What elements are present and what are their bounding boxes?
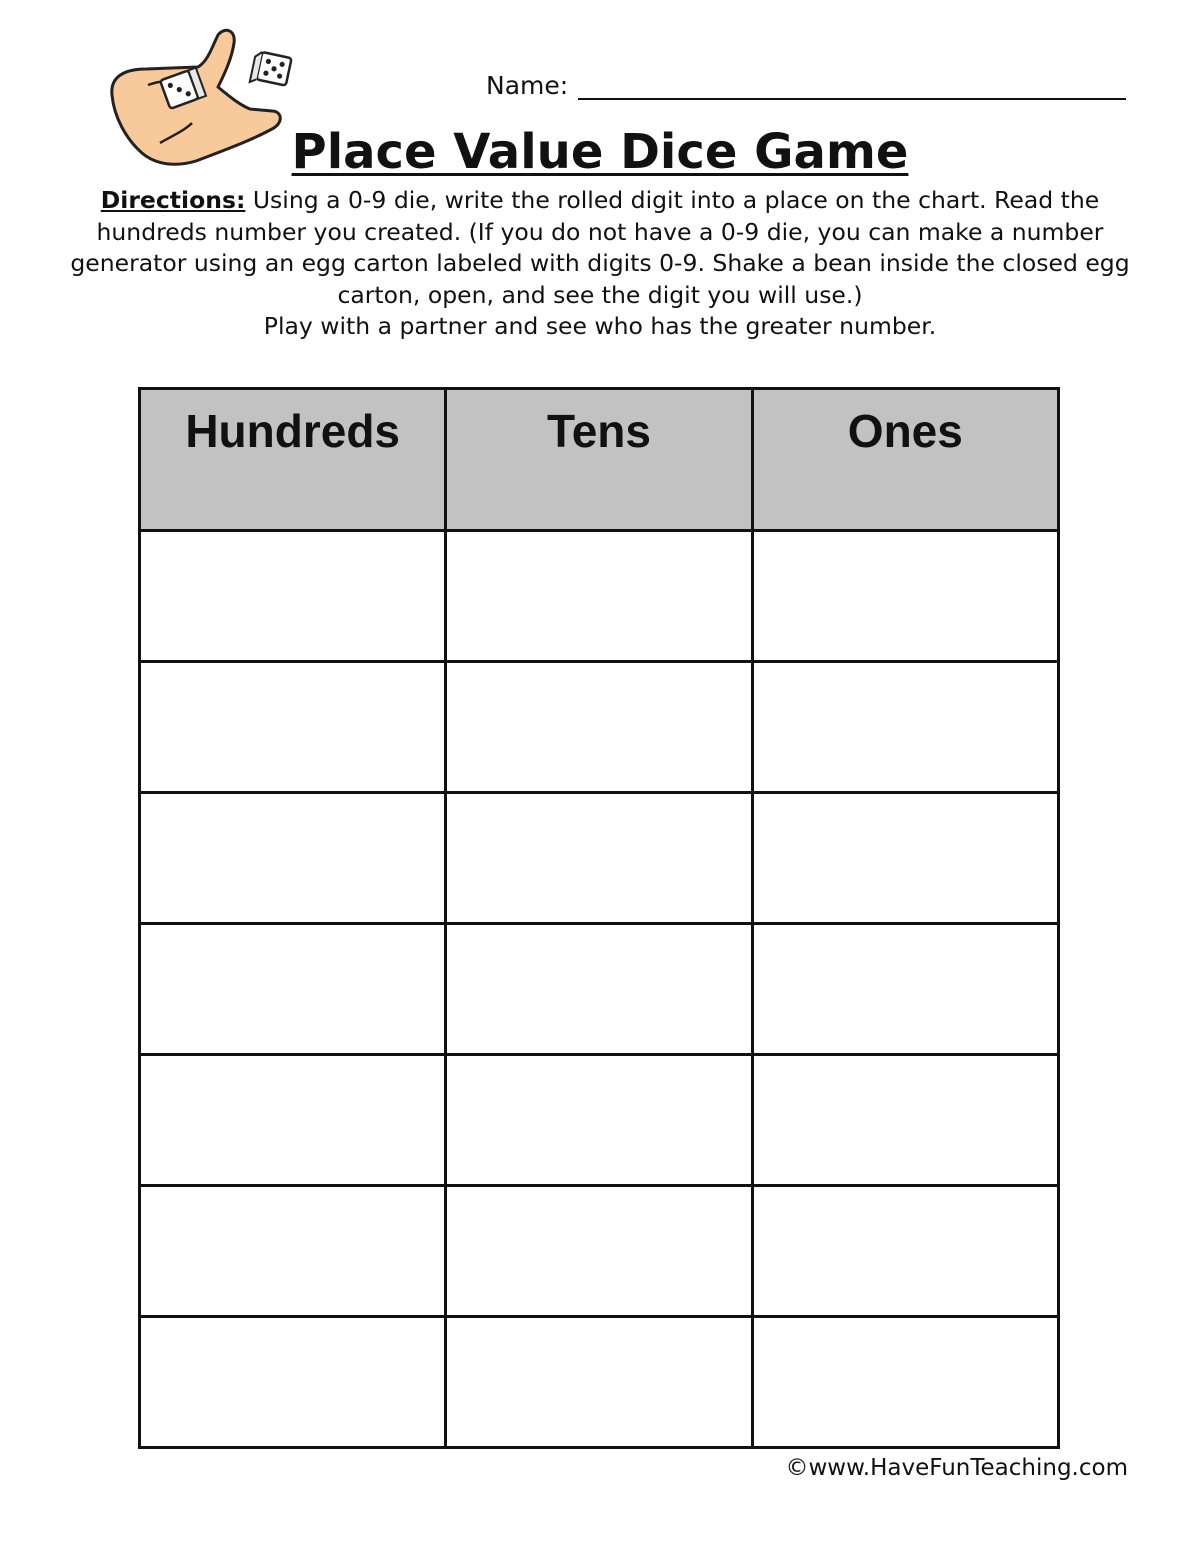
answer-cell-ones[interactable] (752, 924, 1058, 1055)
answer-cell-ones[interactable] (752, 793, 1058, 924)
column-header-ones: Ones (752, 389, 1058, 531)
page-title-text: Place Value Dice Game (291, 124, 909, 180)
answer-cell-tens[interactable] (446, 793, 752, 924)
answer-cell-hundreds[interactable] (140, 1317, 446, 1448)
answer-cell-tens[interactable] (446, 1317, 752, 1448)
answer-cell-ones[interactable] (752, 531, 1058, 662)
name-blank-line[interactable] (578, 70, 1126, 100)
table-row (140, 531, 1059, 662)
answer-cell-ones[interactable] (752, 1186, 1058, 1317)
answer-cell-tens[interactable] (446, 531, 752, 662)
answer-cell-ones[interactable] (752, 662, 1058, 793)
copyright-footer: ©www.HaveFunTeaching.com (785, 1455, 1128, 1481)
name-label: Name: (486, 71, 569, 100)
place-value-chart (138, 387, 1060, 1449)
answer-cell-hundreds[interactable] (140, 793, 446, 924)
chart-header-row (140, 389, 1059, 531)
answer-cell-hundreds[interactable] (140, 1186, 446, 1317)
name-field[interactable] (486, 70, 1126, 100)
answer-cell-ones[interactable] (752, 1317, 1058, 1448)
answer-cell-hundreds[interactable] (140, 662, 446, 793)
answer-cell-tens[interactable] (446, 662, 752, 793)
page-title (0, 122, 1200, 182)
chart-body (140, 531, 1059, 1448)
directions-label: Directions: (100, 186, 246, 214)
table-row (140, 1055, 1059, 1186)
answer-cell-tens[interactable] (446, 924, 752, 1055)
answer-cell-hundreds[interactable] (140, 531, 446, 662)
column-header-hundreds: Hundreds (140, 389, 446, 531)
table-row (140, 793, 1059, 924)
table-row (140, 1317, 1059, 1448)
directions-play-text: Play with a partner and see who has the greater number. (263, 312, 937, 340)
directions (60, 185, 1140, 343)
answer-cell-hundreds[interactable] (140, 1055, 446, 1186)
column-header-tens: Tens (446, 389, 752, 531)
answer-cell-tens[interactable] (446, 1055, 752, 1186)
answer-cell-hundreds[interactable] (140, 924, 446, 1055)
table-row (140, 1186, 1059, 1317)
answer-cell-ones[interactable] (752, 1055, 1058, 1186)
directions-text: Using a 0-9 die, write the rolled digit into a place on the chart. Read the hundreds number you created. (If you do not have a 0-9 die, you can make a number generator using an egg carton labeled with digits 0-9. Shake a bean inside the closed egg carton, open, and see the digit you will use.) (70, 186, 1130, 309)
answer-cell-tens[interactable] (446, 1186, 752, 1317)
table-row (140, 924, 1059, 1055)
table-row (140, 662, 1059, 793)
